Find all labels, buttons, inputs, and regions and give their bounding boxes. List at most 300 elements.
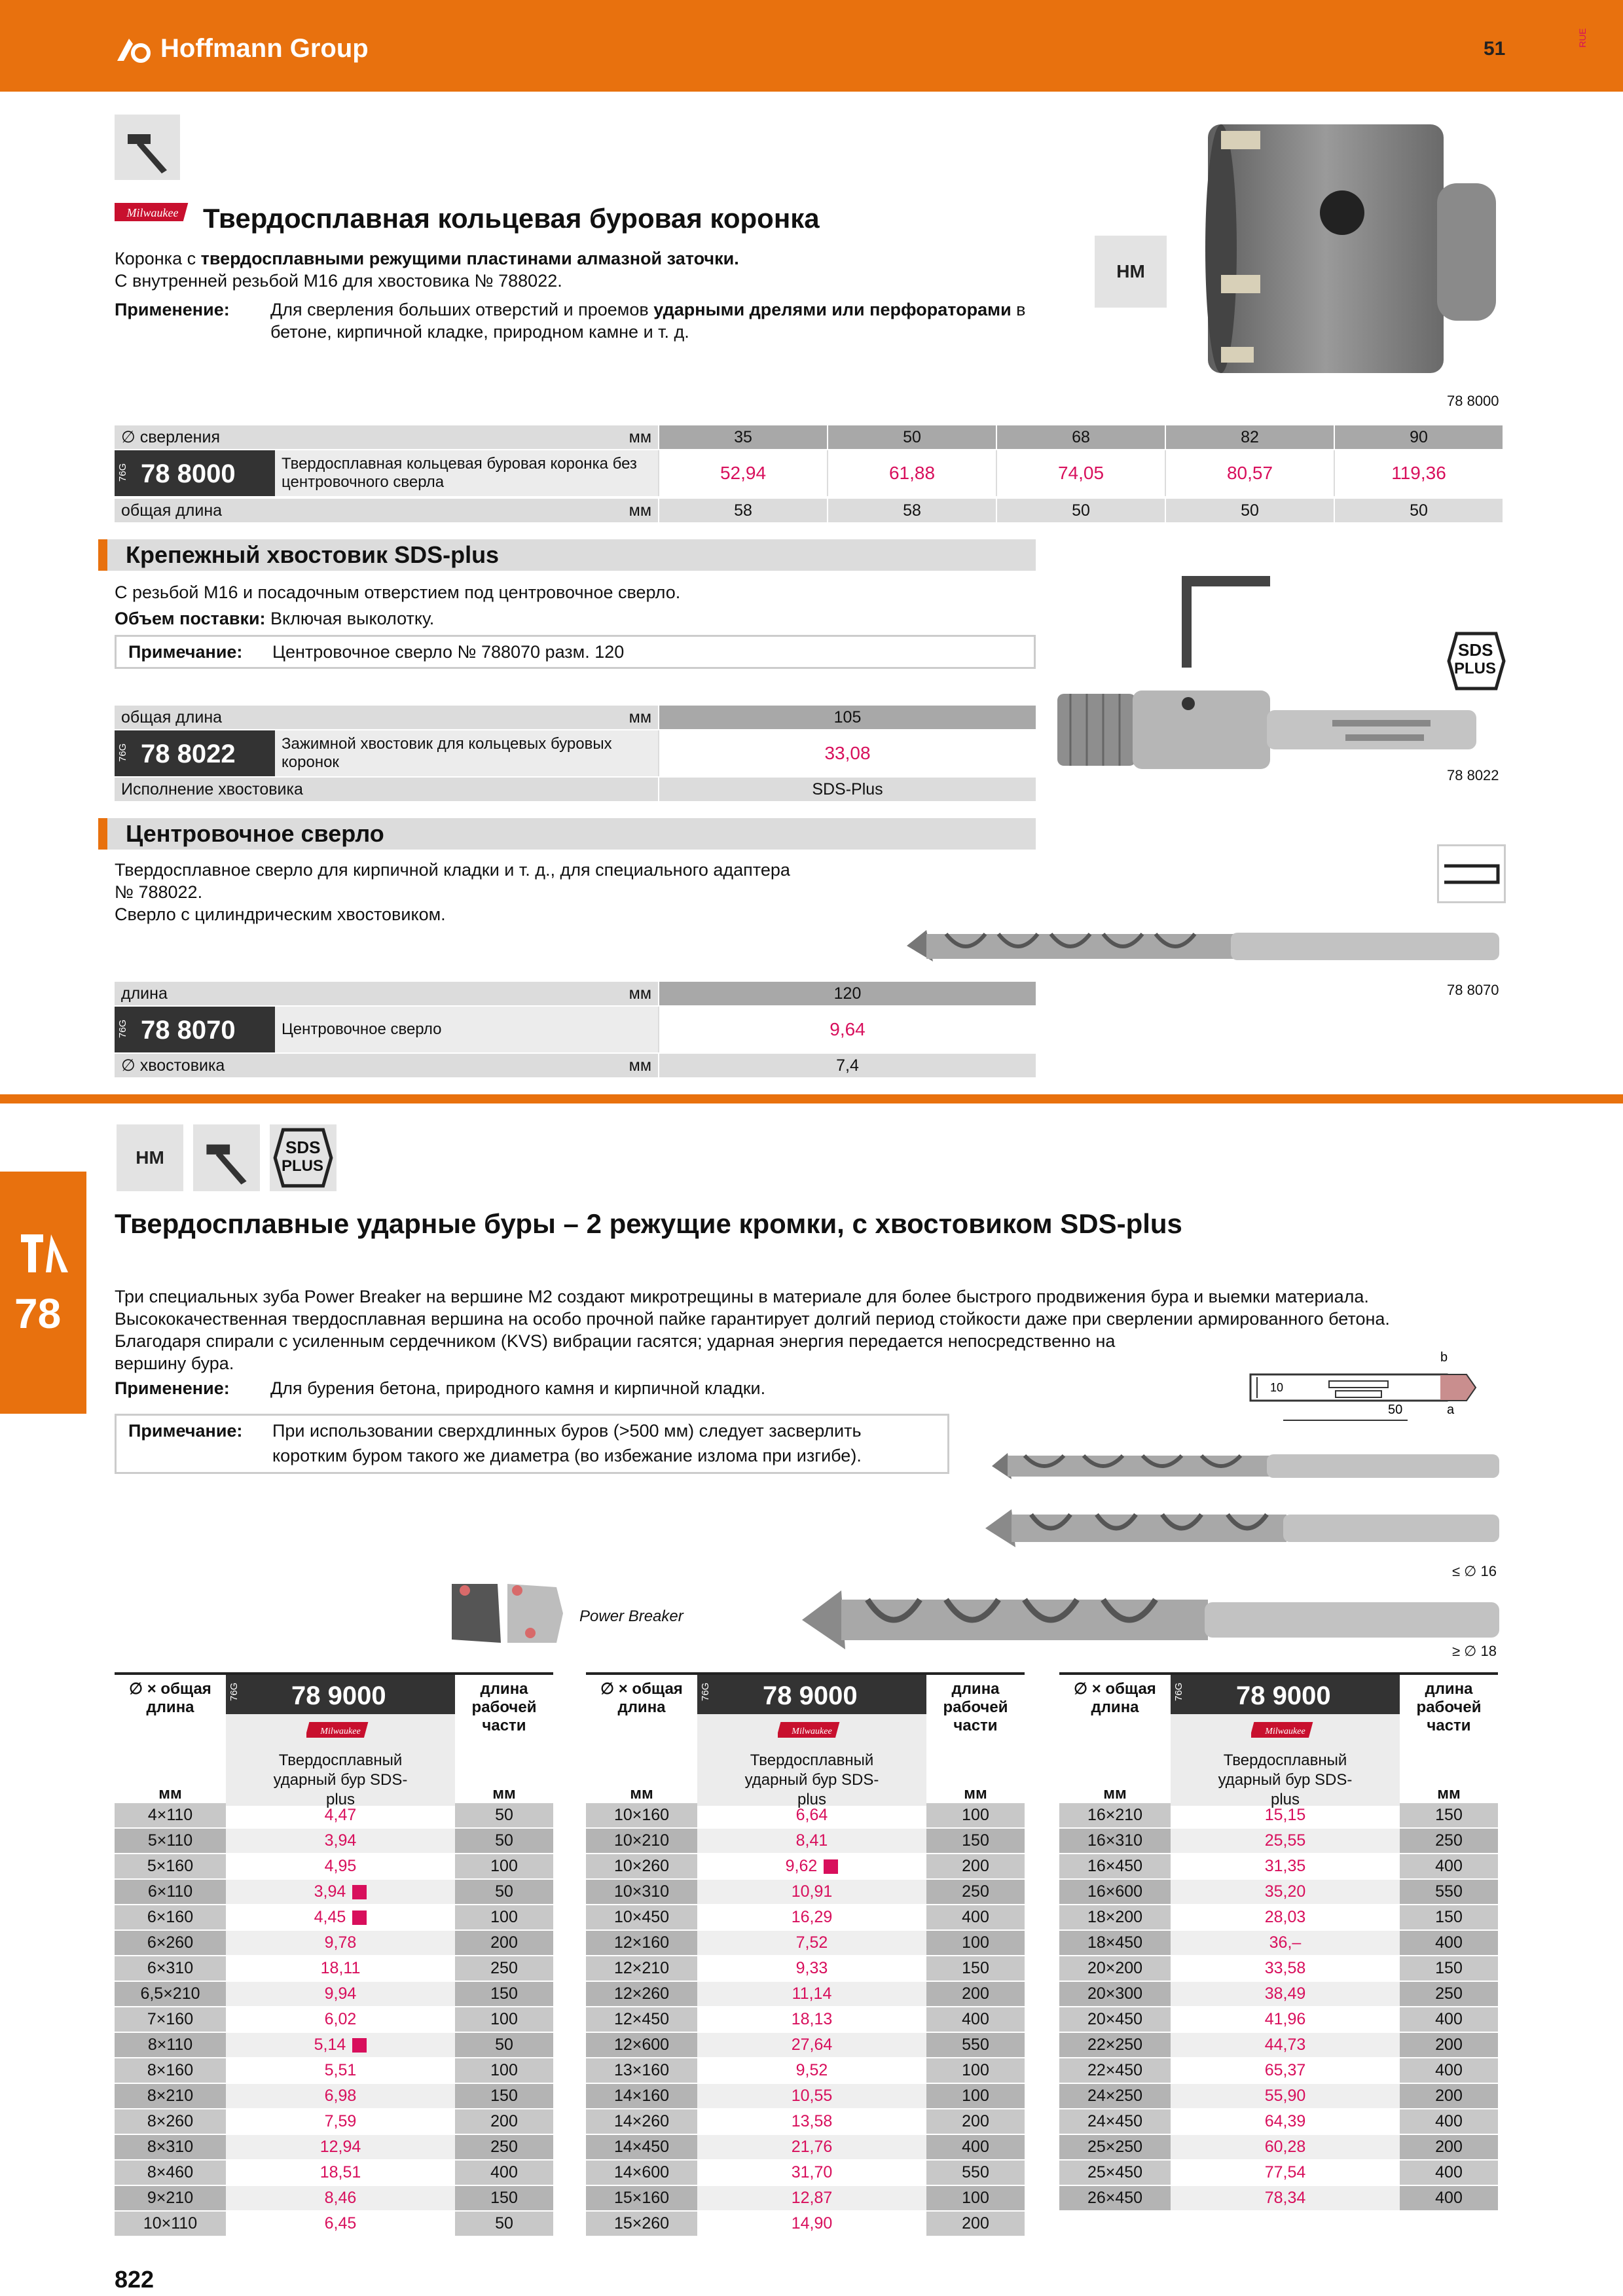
length-cell: 50 — [1165, 499, 1334, 522]
dimension-cell: 8×310 — [115, 2135, 226, 2159]
working-length-cell: 100 — [926, 2058, 1025, 2083]
working-length-cell: 200 — [1400, 2084, 1498, 2108]
dimension-cell: 20×200 — [1059, 1956, 1171, 1981]
length-cell: 58 — [658, 499, 827, 522]
price-cell: 25,55 — [1171, 1829, 1400, 1853]
length-cell: 50 — [996, 499, 1165, 522]
price-cell: 3,94 — [226, 1880, 455, 1904]
product4-desc-3: Благодаря спирали с усиленным сердечником (KVS) вибрации гасятся; ударная энергия передается непосредственно на — [115, 1331, 1116, 1351]
hoffmann-logo-icon — [115, 35, 154, 63]
price-cell: 61,88 — [827, 450, 996, 496]
price-cell: 9,62 — [697, 1854, 926, 1878]
dimension-cell: 14×450 — [586, 2135, 697, 2159]
dimension-cell: 7×160 — [115, 2007, 226, 2032]
price-cell: 9,52 — [795, 2061, 828, 2079]
length-cell: 50 — [1334, 499, 1503, 522]
brand-name: Hoffmann Group — [160, 34, 369, 63]
price-cell: 5,14 — [226, 2033, 455, 2057]
product2-scope: Включая выколотку. — [270, 609, 435, 628]
price-cell: 13,58 — [791, 2112, 833, 2130]
dimension-cell: 25×250 — [1059, 2135, 1171, 2159]
page-number-top: 51 — [1484, 38, 1506, 60]
col-header-brand-cell: Milwaukee Твердосплавный ударный бур SDS-plus — [697, 1714, 926, 1806]
chapter-tab[interactable] — [0, 1172, 86, 1414]
product2-table-row-shank — [115, 778, 1036, 801]
article-number[interactable]: 76G 78 8000 — [115, 450, 275, 496]
price-cell: 6,98 — [226, 2084, 455, 2108]
dimension-cell: 18×200 — [1059, 1905, 1171, 1929]
table-row — [1059, 2109, 1498, 2135]
dimension-cell: 20×300 — [1059, 1982, 1171, 2006]
product4-desc-4: вершину бура. — [115, 1354, 234, 1373]
price-cell: 18,51 — [319, 2163, 361, 2181]
working-length-cell: 200 — [1400, 2033, 1498, 2057]
bur-price-table — [1059, 1672, 1498, 2212]
table-row — [1059, 2161, 1498, 2186]
working-length-cell: 100 — [926, 2186, 1025, 2210]
price-cell: 64,39 — [1264, 2112, 1306, 2130]
working-length-cell: 400 — [1400, 2161, 1498, 2185]
header-bar — [0, 0, 1623, 92]
price-cell: 35,20 — [1171, 1880, 1400, 1904]
dimension-cell: 18×450 — [1059, 1931, 1171, 1955]
table-row — [1059, 1880, 1498, 1905]
working-length-cell: 200 — [455, 1931, 553, 1955]
working-length-cell: 100 — [926, 1931, 1025, 1955]
price-cell: 9,33 — [795, 1959, 828, 1977]
dimension-cell: 10×160 — [586, 1803, 697, 1827]
new-item-marker — [352, 1885, 367, 1899]
product2-table-row-length — [115, 706, 1036, 729]
price-cell: 52,94 — [658, 450, 827, 496]
product2-desc: С резьбой M16 и посадочным отверстием под центровочное сверло. — [115, 583, 681, 602]
price-cell: 6,45 — [324, 2214, 357, 2233]
product4-desc-1: Три специальных зуба Power Breaker на вершине M2 создают микротрещины в материале для более быстрого продвижения бура и выемки материала. — [115, 1287, 1369, 1306]
table-row — [1059, 2135, 1498, 2161]
price-cell: 31,35 — [1264, 1857, 1306, 1875]
table-row — [586, 1905, 1025, 1931]
article-description: Центровочное сверло — [275, 1007, 658, 1052]
table-row — [586, 1982, 1025, 2007]
svg-text:Milwaukee: Milwaukee — [320, 1727, 361, 1736]
working-length-cell: 100 — [926, 2084, 1025, 2108]
svg-text:50: 50 — [1388, 1403, 1403, 1417]
dimension-cell: 14×160 — [586, 2084, 697, 2108]
product3-desc-3: Сверло с цилиндрическим хвостовиком. — [115, 905, 446, 924]
working-length-cell: 150 — [455, 2084, 553, 2108]
col-header-article[interactable]: 76G 78 9000 — [226, 1675, 455, 1714]
price-cell: 9,64 — [658, 1007, 1036, 1052]
dimension-cell: 13×160 — [586, 2058, 697, 2083]
svg-text:a: a — [1447, 1403, 1455, 1417]
dimension-cell: 6×260 — [115, 1931, 226, 1955]
dimension-cell: 14×600 — [586, 2161, 697, 2185]
product3-desc-2: № 788022. — [115, 882, 203, 902]
dimension-cell: 24×250 — [1059, 2084, 1171, 2108]
table-row — [586, 2058, 1025, 2084]
table-row — [115, 1982, 553, 2007]
dimension-cell: 6×110 — [115, 1880, 226, 1904]
unit: мм — [630, 1785, 653, 1803]
dimension-cell: 26×450 — [1059, 2186, 1171, 2210]
price-cell: 65,37 — [1264, 2061, 1306, 2079]
power-breaker-tip-image — [445, 1577, 570, 1649]
table-row — [1059, 2186, 1498, 2212]
unit: мм — [964, 1785, 987, 1803]
dimension-cell: 6×310 — [115, 1956, 226, 1981]
bur-price-table — [586, 1672, 1025, 2237]
row-label: общая длина — [121, 708, 223, 726]
working-length-cell: 200 — [926, 1982, 1025, 2006]
working-length-cell: 50 — [455, 1803, 553, 1827]
sds-shank-image — [1051, 563, 1483, 772]
hammer-mode-icon — [115, 115, 180, 180]
col-header-length: длина рабочей части — [471, 1680, 537, 1734]
pilot-drill-image — [907, 920, 1503, 972]
working-length-cell: 550 — [926, 2161, 1025, 2185]
working-length-cell: 550 — [1400, 1880, 1498, 1904]
product2-image-caption: 78 8022 — [1447, 767, 1499, 783]
page-number-footer: 822 — [115, 2266, 155, 2293]
bur-price-table — [115, 1672, 553, 2237]
article-description: Твердосплавная кольцевая буровая коронка без центровочного сверла — [275, 450, 658, 496]
product3-image-caption: 78 8070 — [1447, 982, 1499, 998]
price-cell: 11,14 — [697, 1982, 926, 2006]
table-row — [115, 1854, 553, 1880]
dimension-cell: 22×450 — [1059, 2058, 1171, 2083]
dimension-cell: 10×260 — [586, 1854, 697, 1878]
price-cell: 36,– — [1171, 1931, 1400, 1955]
price-cell: 41,96 — [1264, 2010, 1306, 2028]
cylindrical-shank-icon — [1437, 844, 1506, 903]
dimension-cell: 12×210 — [586, 1956, 697, 1981]
dimension-cell: 20×450 — [1059, 2007, 1171, 2032]
svg-text:b: b — [1440, 1350, 1448, 1365]
price-cell: 12,94 — [226, 2135, 455, 2159]
new-item-marker — [352, 1910, 367, 1925]
row-label: ∅ сверления — [121, 428, 220, 446]
product1-desc-2: С внутренней резьбой M16 для хвостовика № 788022. — [115, 271, 562, 291]
table-row — [115, 2058, 553, 2084]
product2-scope-label: Объем поставки: — [115, 609, 266, 628]
diameter-cell: 82 — [1165, 425, 1334, 449]
working-length-cell: 400 — [455, 2161, 553, 2185]
dimension-cell: 10×210 — [586, 1829, 697, 1853]
table-row — [115, 2212, 553, 2237]
product1-desc-1: Коронка с твердосплавными режущими пластинами алмазной заточки. — [115, 249, 739, 268]
table-row — [586, 2186, 1025, 2212]
price-cell: 38,49 — [1171, 1982, 1400, 2006]
article-description: Зажимной хвостовик для кольцевых буровых коронок — [275, 730, 658, 776]
table-row — [1059, 2033, 1498, 2058]
dimension-cell: 6,5×210 — [115, 1982, 226, 2006]
sds-plus-badge: SDS PLUS — [270, 1124, 337, 1191]
price-cell: 7,52 — [697, 1931, 926, 1955]
col-header-article[interactable]: 76G 78 9000 — [1171, 1675, 1400, 1714]
working-length-cell: 250 — [1400, 1982, 1498, 2006]
working-length-cell: 400 — [1400, 2058, 1498, 2083]
price-cell: 5,51 — [324, 2061, 357, 2079]
price-cell: 18,13 — [791, 2010, 833, 2028]
working-length-cell: 200 — [926, 2212, 1025, 2236]
shank-dimension-drawing — [1244, 1348, 1480, 1427]
price-cell: 78,34 — [1171, 2186, 1400, 2210]
new-item-marker — [824, 1859, 838, 1874]
table-row — [115, 1931, 553, 1956]
working-length-cell: 400 — [1400, 2186, 1498, 2210]
dimension-cell: 8×110 — [115, 2033, 226, 2057]
working-length-cell: 400 — [1400, 1854, 1498, 1878]
milwaukee-logo — [1251, 1718, 1319, 1742]
working-length-cell: 250 — [455, 1956, 553, 1981]
price-cell: 55,90 — [1171, 2084, 1400, 2108]
drill-bit-image-small — [992, 1446, 1503, 1486]
svg-text:Milwaukee: Milwaukee — [792, 1727, 832, 1736]
dimension-cell: 10×450 — [586, 1905, 697, 1929]
table-row — [586, 2033, 1025, 2058]
row-label: Исполнение хвостовика — [115, 778, 658, 801]
table-row — [1059, 1905, 1498, 1931]
table-row — [586, 2135, 1025, 2161]
unit: мм — [1103, 1785, 1127, 1803]
unit: мм — [158, 1785, 182, 1803]
dimension-cell: 9×210 — [115, 2186, 226, 2210]
price-cell: 33,08 — [658, 730, 1036, 776]
working-length-cell: 200 — [926, 2109, 1025, 2134]
price-cell: 18,11 — [320, 1959, 361, 1977]
length-cell: 105 — [658, 706, 1036, 729]
product1-application: Для сверления больших отверстий и проемов ударными дрелями или перфораторами в — [270, 300, 1026, 319]
table-row — [586, 1956, 1025, 1982]
working-length-cell: 100 — [455, 2058, 553, 2083]
product1-table-row-diameter — [115, 425, 1503, 449]
price-cell: 3,94 — [226, 1829, 455, 1853]
unit: мм — [629, 984, 651, 1003]
working-length-cell: 50 — [455, 1880, 553, 1904]
price-cell: 28,03 — [1264, 1908, 1306, 1926]
dimension-cell: 15×260 — [586, 2212, 697, 2236]
product1-application-label: Применение: — [115, 300, 230, 319]
corner-code: RUE — [1577, 28, 1588, 48]
section-divider — [0, 1094, 1623, 1103]
table-row — [586, 1880, 1025, 1905]
product1-image-caption: 78 8000 — [1447, 393, 1499, 409]
dimension-cell: 12×160 — [586, 1931, 697, 1955]
working-length-cell: 100 — [455, 1854, 553, 1878]
table-row — [1059, 1982, 1498, 2007]
table-row — [1059, 1854, 1498, 1880]
unit: мм — [629, 708, 651, 726]
table-row — [586, 2109, 1025, 2135]
row-label: длина — [121, 984, 168, 1003]
table-row — [1059, 2058, 1498, 2084]
drill-bit-image-large — [802, 1584, 1503, 1656]
table-row — [586, 2212, 1025, 2237]
table-row — [115, 1905, 553, 1931]
dimension-cell: 8×460 — [115, 2161, 226, 2185]
dimension-cell: 6×160 — [115, 1905, 226, 1929]
col-header-dimension: ∅ × общая длина — [129, 1680, 211, 1716]
table-row — [586, 2161, 1025, 2186]
col-header-dimension: ∅ × общая длина — [1074, 1680, 1156, 1716]
product1-table-row-article — [115, 450, 1503, 496]
product3-desc-1: Твердосплавное сверло для кирпичной кладки и т. д., для специального адаптера — [115, 860, 790, 880]
svg-text:10: 10 — [1270, 1381, 1284, 1394]
table-row — [1059, 2007, 1498, 2033]
dimension-cell: 14×260 — [586, 2109, 697, 2134]
diameter-cell: 68 — [996, 425, 1165, 449]
working-length-cell: 150 — [926, 1956, 1025, 1981]
price-cell: 12,87 — [697, 2186, 926, 2210]
product2-table-row-article — [115, 730, 1036, 776]
working-length-cell: 400 — [1400, 2109, 1498, 2134]
unit: мм — [629, 427, 651, 446]
price-cell: 4,45 — [226, 1905, 455, 1929]
working-length-cell: 550 — [926, 2033, 1025, 2057]
table-row — [115, 1880, 553, 1905]
price-cell: 6,02 — [324, 2010, 357, 2028]
product4-note: Примечание: При использовании сверхдлинных буров (>500 мм) следует засверлить коротким буром такого же диаметра (во избежание излома при изгибе). — [115, 1414, 949, 1474]
working-length-cell: 150 — [926, 1829, 1025, 1853]
working-length-cell: 250 — [455, 2135, 553, 2159]
working-length-cell: 250 — [926, 1880, 1025, 1904]
dimension-cell: 8×260 — [115, 2109, 226, 2134]
table-row — [115, 2135, 553, 2161]
table-row — [586, 1854, 1025, 1880]
price-cell: 8,46 — [226, 2186, 455, 2210]
hm-badge: HM — [1095, 236, 1167, 308]
length-cell: 120 — [658, 982, 1036, 1005]
section-title-shank: Крепежный хвостовик SDS-plus — [98, 539, 1036, 571]
drill-bit-image-medium — [985, 1505, 1503, 1551]
section-title-pilot-drill: Центровочное сверло — [98, 818, 1036, 850]
price-cell: 60,28 — [1171, 2135, 1400, 2159]
price-cell: 4,47 — [324, 1806, 357, 1824]
article-number[interactable]: 76G 78 8022 — [115, 730, 275, 776]
price-cell: 27,64 — [697, 2033, 926, 2057]
chapter-number: 78 — [14, 1290, 62, 1337]
dimension-cell: 10×310 — [586, 1880, 697, 1904]
table-row — [1059, 1956, 1498, 1982]
table-row — [1059, 2084, 1498, 2109]
price-cell: 8,41 — [697, 1829, 926, 1853]
working-length-cell: 200 — [926, 1854, 1025, 1878]
table-row — [115, 2033, 553, 2058]
article-number[interactable]: 76G 78 8070 — [115, 1007, 275, 1052]
working-length-cell: 400 — [1400, 2007, 1498, 2032]
col-header-length: длина рабочей части — [1416, 1680, 1482, 1734]
unit: мм — [492, 1785, 516, 1803]
table-row — [1059, 1931, 1498, 1956]
price-cell: 4,95 — [324, 1857, 357, 1875]
svg-text:Milwaukee: Milwaukee — [1265, 1727, 1305, 1736]
dimension-cell: 15×160 — [586, 2186, 697, 2210]
working-length-cell: 200 — [1400, 2135, 1498, 2159]
shank-type-cell: SDS-Plus — [658, 778, 1036, 801]
dimension-cell: 12×600 — [586, 2033, 697, 2057]
dimension-cell: 25×450 — [1059, 2161, 1171, 2185]
dimension-cell: 24×450 — [1059, 2109, 1171, 2134]
working-length-cell: 250 — [1400, 1829, 1498, 1853]
dimension-cell: 16×210 — [1059, 1803, 1171, 1827]
price-cell: 10,55 — [697, 2084, 926, 2108]
dimension-cell: 16×310 — [1059, 1829, 1171, 1853]
price-cell: 21,76 — [697, 2135, 926, 2159]
working-length-cell: 150 — [455, 2186, 553, 2210]
working-length-cell: 150 — [1400, 1905, 1498, 1929]
working-length-cell: 50 — [455, 2033, 553, 2057]
power-breaker-label: Power Breaker — [579, 1607, 684, 1625]
length-cell: 58 — [827, 499, 996, 522]
working-length-cell: 400 — [926, 2135, 1025, 2159]
working-length-cell: 200 — [455, 2109, 553, 2134]
product4-application-label: Применение: — [115, 1378, 230, 1398]
large-diameter-caption: ≥ ∅ 18 — [1452, 1643, 1497, 1659]
table-row — [115, 2007, 553, 2033]
dimension-cell: 4×110 — [115, 1803, 226, 1827]
new-item-marker — [352, 2038, 367, 2053]
product1-application-2: бетоне, кирпичной кладке, природном камне и т. д. — [270, 322, 689, 342]
col-header-dimension: ∅ × общая длина — [600, 1680, 683, 1716]
shank-diameter-cell: 7,4 — [658, 1054, 1036, 1077]
working-length-cell: 400 — [926, 1905, 1025, 1929]
product1-title: Твердосплавная кольцевая буровая коронка — [203, 203, 820, 234]
diameter-cell: 90 — [1334, 425, 1503, 449]
price-cell: 15,15 — [1264, 1806, 1306, 1824]
product2-note: Примечание: Центровочное сверло № 788070 разм. 120 — [115, 635, 1036, 669]
milwaukee-logo — [115, 196, 193, 229]
price-cell: 74,05 — [996, 450, 1165, 496]
dimension-cell: 12×450 — [586, 2007, 697, 2032]
product4-desc-2: Высококачественная твердосплавная вершина на особо прочной пайке гарантирует долгий период стойкости даже при сверлении армированного бетона. — [115, 1309, 1390, 1329]
product1-table-row-length — [115, 499, 1503, 522]
price-cell: 16,29 — [791, 1908, 833, 1926]
price-cell: 6,64 — [795, 1806, 828, 1824]
tools-icon — [18, 1230, 71, 1276]
working-length-cell: 150 — [455, 1982, 553, 2006]
working-length-cell: 400 — [1400, 1931, 1498, 1955]
hammer-mode-icon — [193, 1124, 260, 1191]
dimension-cell: 8×160 — [115, 2058, 226, 2083]
table-row — [115, 2186, 553, 2212]
col-header-length: длина рабочей части — [943, 1680, 1008, 1734]
table-row — [586, 2084, 1025, 2109]
sds-plus-badge: SDS PLUS — [1444, 628, 1509, 694]
row-label: ∅ хвостовика — [121, 1056, 225, 1075]
table-row — [1059, 1829, 1498, 1854]
diameter-cell: 50 — [827, 425, 996, 449]
price-cell: 33,58 — [1264, 1959, 1306, 1977]
diameter-cell: 35 — [658, 425, 827, 449]
table-row — [586, 1829, 1025, 1854]
svg-text:Milwaukee: Milwaukee — [126, 206, 179, 219]
working-length-cell: 100 — [455, 2007, 553, 2032]
working-length-cell: 100 — [926, 1803, 1025, 1827]
col-header-brand-cell: Milwaukee Твердосплавный ударный бур SDS-plus — [1171, 1714, 1400, 1806]
dimension-cell: 16×450 — [1059, 1854, 1171, 1878]
brand-logo[interactable] — [115, 34, 369, 63]
core-bit-image — [1201, 111, 1516, 386]
dimension-cell: 16×600 — [1059, 1880, 1171, 1904]
price-cell: 77,54 — [1264, 2163, 1306, 2181]
price-cell: 10,91 — [697, 1880, 926, 1904]
price-cell: 44,73 — [1171, 2033, 1400, 2057]
product3-table-row-shank-diameter — [115, 1054, 1036, 1077]
table-row — [115, 2161, 553, 2186]
dimension-cell: 8×210 — [115, 2084, 226, 2108]
col-header-article[interactable]: 76G 78 9000 — [697, 1675, 926, 1714]
price-cell: 9,78 — [226, 1931, 455, 1955]
